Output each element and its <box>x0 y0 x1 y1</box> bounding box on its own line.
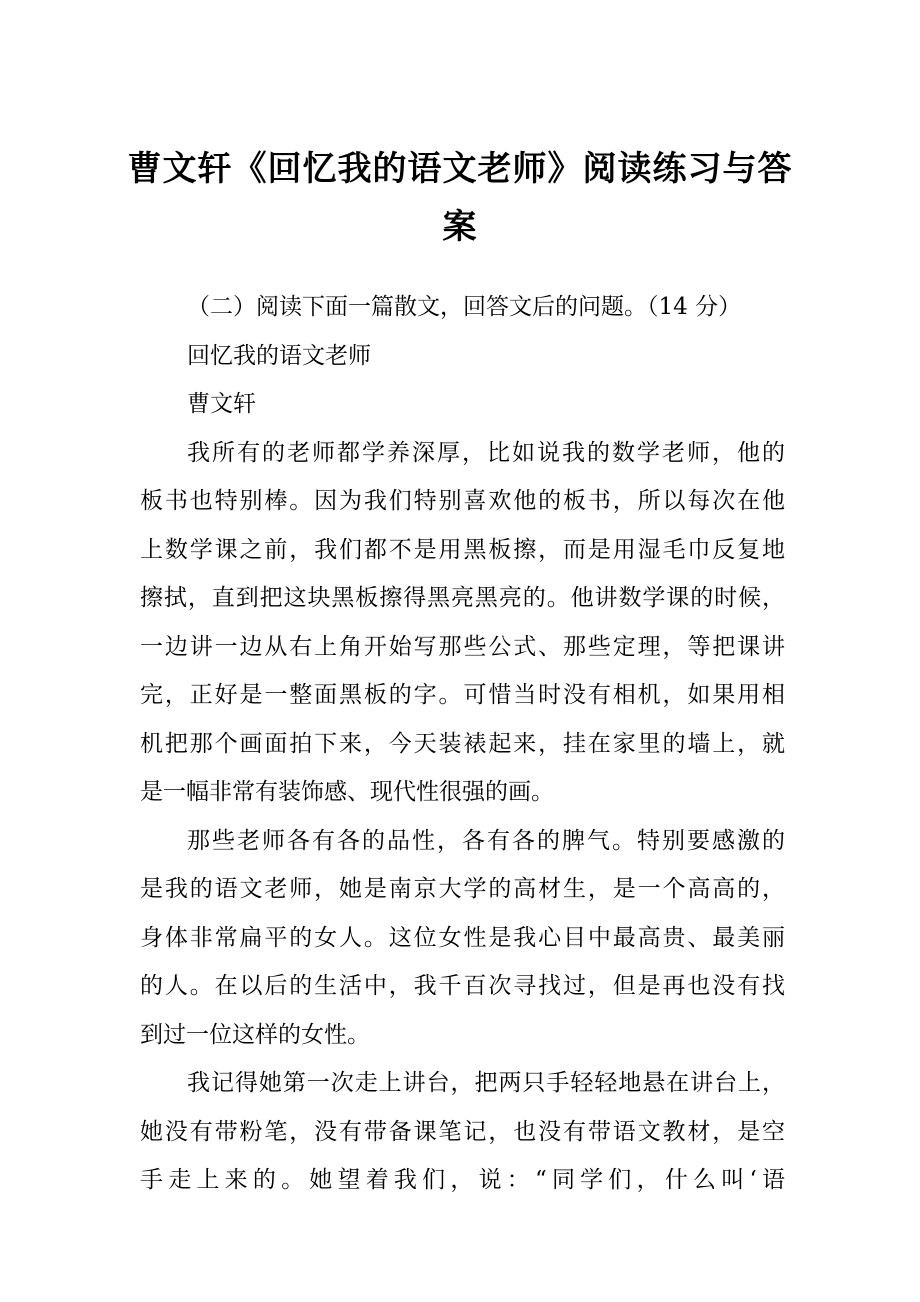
title-line-2: 案 <box>442 207 478 247</box>
text-line: 我所有的老师都学养深厚，比如说我的数学老师，他的 <box>187 439 785 466</box>
text-line: 完，正好是一整面黑板的字。可惜当时没有相机，如果用相 <box>140 682 785 708</box>
text-line: 是一幅非常有装饰感、现代性很强的画。 <box>140 779 554 805</box>
text-line: 机把那个画面拍下来，今天装裱起来，挂在家里的墙上，就 <box>140 730 785 757</box>
text-line: 那些老师各有各的品性，各有各的脾气。特别要感激的 <box>187 827 785 854</box>
text-line: 上数学课之前，我们都不是用黑板擦，而是用湿毛巾反复地 <box>140 536 785 563</box>
text-line: 回忆我的语文老师 <box>187 342 371 369</box>
text-line: 曹文轩 <box>187 391 256 417</box>
text-line: 一边讲一边从右上角开始写那些公式、那些定理，等把课讲 <box>140 633 785 660</box>
text-line: 她没有带粉笔，没有带备课笔记，也没有带语文教材，是空 <box>140 1118 785 1145</box>
text-line: 手走上来的。她望着我们，说：“同学们，什么叫‘语 <box>140 1167 785 1193</box>
document-title <box>0 140 920 256</box>
text-line: 的人。在以后的生活中，我千百次寻找过，但是再也没有找 <box>140 973 785 999</box>
text-line: 我记得她第一次走上讲台，把两只手轻轻地悬在讲台上， <box>187 1070 785 1096</box>
text-line: 是我的语文老师，她是南京大学的高材生，是一个高高的， <box>140 876 785 902</box>
text-line: 擦拭，直到把这块黑板擦得黑亮黑亮的。他讲数学课的时候， <box>140 585 785 611</box>
title-line-1: 曹文轩《回忆我的语文老师》阅读练习与答 <box>127 149 793 189</box>
document-body <box>140 283 785 1205</box>
text-line: 到过一位这样的女性。 <box>140 1021 370 1048</box>
text-line: 板书也特别棒。因为我们特别喜欢他的板书，所以每次在他 <box>140 488 785 514</box>
text-line: （二）阅读下面一篇散文，回答文后的问题。（14 分） <box>187 294 742 320</box>
text-line: 身体非常扁平的女人。这位女性是我心目中最高贵、最美丽 <box>140 924 785 951</box>
